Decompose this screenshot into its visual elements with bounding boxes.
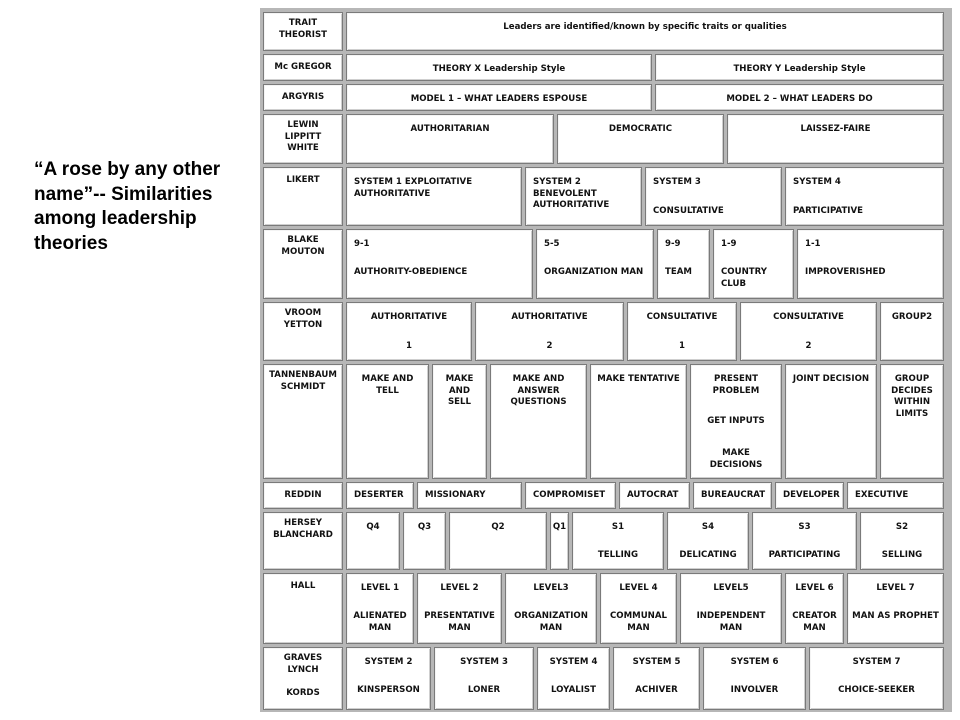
- theorist-cell-tannenbaum: [263, 364, 343, 479]
- cell-bottom-label: PARTICIPATING: [768, 550, 841, 560]
- theory-cell-system-4: [785, 167, 944, 226]
- cell-bottom-label: LOYALIST: [551, 685, 596, 695]
- cell-top-label: SYSTEM 6: [730, 657, 779, 667]
- cell-bottom-label: INDEPENDENT MAN: [696, 611, 766, 633]
- cell-label: EXECUTIVE: [855, 490, 909, 500]
- theory-cell-laissez-faire: [727, 114, 944, 164]
- theory-cell-q3: [403, 512, 446, 570]
- cell-bottom-label: IMPROVERISHED: [805, 267, 886, 277]
- theory-cell-system-2-benevolent-authoritative: [525, 167, 642, 226]
- theory-cell-5-5: [536, 229, 654, 299]
- cell-bottom-label: ALIENATED MAN: [353, 611, 407, 633]
- theory-cell-consultative: [740, 302, 877, 361]
- cell-top-label: LEVEL 7: [876, 583, 915, 593]
- theory-cell-system-5: [613, 647, 700, 710]
- theory-cell-bureaucrat: [693, 482, 772, 509]
- theory-cell-authoritative: [346, 302, 472, 361]
- theorist-cell-lewin: [263, 114, 343, 164]
- theory-cell-make-and-tell: [346, 364, 429, 479]
- theory-cell-make-tentative: [590, 364, 687, 479]
- theorist-name: VROOM YETTON: [283, 308, 323, 330]
- theory-cell-executive: [847, 482, 944, 509]
- theory-cell-s4: [667, 512, 749, 570]
- cell-top-label: SYSTEM 1 EXPLOITATIVE AUTHORITATIVE: [354, 177, 473, 199]
- theory-cell-democratic: [557, 114, 724, 164]
- theory-cell-level-6: [785, 573, 844, 644]
- theory-cell-missionary: [417, 482, 522, 509]
- cell-bottom-label: AUTHORITY-OBEDIENCE: [354, 267, 468, 277]
- theorist-name: HERSEY BLANCHARD: [273, 518, 333, 540]
- theorist-name: GRAVES LYNCH KORDS: [283, 653, 323, 698]
- cell-label: THEORY X Leadership Style: [432, 64, 566, 74]
- theory-cell-1-1: [797, 229, 944, 299]
- cell-bottom-label: SELLING: [881, 550, 923, 560]
- cell-top-label: SYSTEM 3: [460, 657, 508, 667]
- cell-top-label: S3: [798, 522, 811, 532]
- cell-label: THEORY Y Leadership Style: [733, 64, 866, 74]
- theory-cell-level-4: [600, 573, 677, 644]
- cell-top-label: Q2: [491, 522, 505, 532]
- theory-cell-joint-decision: [785, 364, 877, 479]
- cell-top-label: SYSTEM 4: [793, 177, 841, 187]
- cell-bottom-label: KINSPERSON: [357, 685, 420, 695]
- cell-top-label: LEVEL3: [533, 583, 569, 593]
- cell-top-label: GROUP2: [891, 312, 933, 322]
- cell-bottom-label: 1: [679, 341, 685, 351]
- theory-cell-authoritative: [475, 302, 624, 361]
- cell-top-label: MAKE AND SELL: [445, 374, 474, 407]
- cell-top-label: CONSULTATIVE: [646, 312, 718, 322]
- theorist-name: Mc GREGOR: [274, 62, 332, 72]
- theory-cell-level-7: [847, 573, 944, 644]
- cell-bottom-label: PARTICIPATIVE: [793, 206, 864, 216]
- theorist-cell-vroom: [263, 302, 343, 361]
- cell-top-label: GROUP DECIDES WITHIN LIMITS: [891, 374, 933, 419]
- cell-bottom-label: MAN AS PROPHET: [852, 611, 939, 621]
- theorist-cell-mc-gregor: [263, 54, 343, 81]
- cell-label: AUTOCRAT: [627, 490, 679, 500]
- cell-top-label: JOINT DECISION: [792, 374, 870, 384]
- cell-bottom-label: INVOLVER: [730, 685, 779, 695]
- cell-label: MISSIONARY: [425, 490, 486, 500]
- theory-cell-compromiset: [525, 482, 616, 509]
- theory-cell-model-2-what-leaders-do: [655, 84, 944, 111]
- theory-cell-make-and-answer-questions: [490, 364, 587, 479]
- cell-top-label: LEVEL5: [713, 583, 749, 593]
- theorist-cell-trait: [263, 12, 343, 51]
- cell-top-label: SYSTEM 5: [632, 657, 681, 667]
- cell-bottom-label: PRESENTATIVE MAN: [424, 611, 495, 633]
- cell-top-label: Q3: [417, 522, 432, 532]
- cell-bottom-label: ACHIVER: [635, 685, 678, 695]
- theory-cell-9-1: [346, 229, 533, 299]
- cell-top-label: S4: [701, 522, 715, 532]
- theory-cell-theory-x-leadership-style: [346, 54, 652, 81]
- theorist-cell-hersey: [263, 512, 343, 570]
- theory-cell-system-7: [809, 647, 944, 710]
- theorist-name: TRAIT THEORIST: [278, 18, 328, 40]
- theory-cell-system-2: [346, 647, 431, 710]
- cell-top-label: SYSTEM 3: [653, 177, 701, 187]
- cell-top-label: Q1: [552, 522, 567, 532]
- theory-cell-theory-y-leadership-style: [655, 54, 944, 81]
- theorist-cell-reddin: [263, 482, 343, 509]
- theorist-cell-blake: [263, 229, 343, 299]
- cell-bottom-label: LONER: [467, 685, 501, 695]
- theory-cell-level-2: [417, 573, 502, 644]
- theory-cell-s2: [860, 512, 944, 570]
- cell-bottom-label: TEAM: [665, 267, 692, 277]
- cell-bottom-label: ORGANIZATION MAN: [514, 611, 588, 633]
- cell-top-label: SYSTEM 2: [364, 657, 413, 667]
- cell-top-label: S1: [611, 522, 625, 532]
- cell-label: DESERTER: [354, 490, 404, 500]
- theory-cell-1-9: [713, 229, 794, 299]
- cell-top-label: MAKE AND ANSWER QUESTIONS: [510, 374, 567, 407]
- theory-cell-developer: [775, 482, 844, 509]
- theory-cell-make-and-sell: [432, 364, 487, 479]
- cell-top-label: LEVEL 1: [360, 583, 400, 593]
- theory-cell-q4: [346, 512, 400, 570]
- theory-cell-system-3: [645, 167, 782, 226]
- theory-cell-deserter: [346, 482, 414, 509]
- cell-top-label: 5-5: [544, 239, 560, 249]
- cell-top-label: Q4: [366, 522, 380, 532]
- theory-cell-q2: [449, 512, 547, 570]
- cell-bottom-label: 2: [805, 341, 812, 351]
- theory-cell-system-6: [703, 647, 806, 710]
- theory-cell-system-1-exploitative-authoritative: [346, 167, 522, 226]
- cell-bottom-label: COMMUNAL MAN: [609, 611, 667, 633]
- cell-bottom-label: 2: [546, 341, 553, 351]
- cell-top-label: SYSTEM 2 BENEVOLENT AUTHORITATIVE: [533, 177, 610, 210]
- theory-cell-authoritarian: [346, 114, 554, 164]
- cell-top-label: AUTHORITATIVE: [511, 312, 588, 322]
- cell-bottom-label: CHOICE-SEEKER: [838, 685, 915, 695]
- theorist-name: LIKERT: [286, 175, 320, 185]
- cell-bottom-label: CONSULTATIVE: [653, 206, 724, 216]
- cell-top-label: LEVEL 2: [440, 583, 479, 593]
- cell-bottom-label: DELICATING: [679, 550, 737, 560]
- cell-bottom-label: MAKE DECISIONS: [709, 448, 763, 470]
- theorist-name: HALL: [290, 581, 316, 591]
- cell-top-label: MAKE AND TELL: [361, 374, 414, 396]
- cell-label: MODEL 2 – WHAT LEADERS DO: [726, 94, 873, 104]
- cell-label: BUREAUCRAT: [701, 490, 766, 500]
- slide-title: “A rose by any other name”-- Similarities among leadership theories: [34, 159, 221, 254]
- theory-cell-level3: [505, 573, 597, 644]
- theory-cell-s1: [572, 512, 664, 570]
- cell-label: COMPROMISET: [533, 490, 606, 500]
- cell-top-label: LEVEL 4: [619, 583, 658, 593]
- cell-top-label: AUTHORITATIVE: [370, 312, 448, 322]
- theory-cell-s3: [752, 512, 857, 570]
- theory-cell-group2: [880, 302, 944, 361]
- theory-cell-level5: [680, 573, 782, 644]
- cell-top-label: CONSULTATIVE: [773, 312, 844, 322]
- theory-cell-leaders-are-identified-known-by-specific-traits-or-qualities: [346, 12, 944, 51]
- cell-bottom-label: TELLING: [597, 550, 639, 560]
- cell-label: MODEL 1 – WHAT LEADERS ESPOUSE: [410, 94, 588, 104]
- theorist-cell-likert: [263, 167, 343, 226]
- theorist-name: LEWIN LIPPITT WHITE: [284, 120, 322, 153]
- cell-top-label: SYSTEM 7: [852, 657, 901, 667]
- theory-cell-q1: [550, 512, 569, 570]
- theory-cell-group-decides-within-limits: [880, 364, 944, 479]
- cell-top-label: MAKE TENTATIVE: [597, 374, 680, 384]
- theory-cell-consultative: [627, 302, 737, 361]
- theorist-cell-hall: [263, 573, 343, 644]
- cell-bottom-label: COUNTRY CLUB: [721, 267, 768, 289]
- cell-mid-label: GET INPUTS: [707, 416, 765, 426]
- theorist-name: TANNENBAUM SCHMIDT: [269, 370, 337, 392]
- theory-cell-present-problem: [690, 364, 782, 479]
- cell-bottom-label: CREATOR MAN: [792, 611, 837, 633]
- theorist-cell-graves: [263, 647, 343, 710]
- theorist-name: BLAKE MOUTON: [281, 235, 325, 257]
- theorist-cell-argyris: [263, 84, 343, 111]
- theorist-name: REDDIN: [284, 490, 322, 500]
- cell-label: LAISSEZ-FAIRE: [800, 124, 871, 134]
- theory-cell-system-3: [434, 647, 534, 710]
- cell-top-label: 1-1: [805, 239, 821, 249]
- cell-top-label: S2: [895, 522, 909, 532]
- cell-label: Leaders are identified/known by specific traits or qualities: [503, 22, 787, 32]
- cell-top-label: LEVEL 6: [795, 583, 834, 593]
- cell-label: DEVELOPER: [783, 490, 840, 500]
- cell-bottom-label: ORGANIZATION MAN: [544, 267, 644, 277]
- cell-top-label: 1-9: [721, 239, 737, 249]
- leadership-theories-table: [260, 8, 952, 712]
- cell-top-label: PRESENT PROBLEM: [712, 374, 760, 396]
- cell-bottom-label: 1: [406, 341, 412, 351]
- theory-cell-9-9: [657, 229, 710, 299]
- cell-top-label: 9-1: [354, 239, 370, 249]
- cell-label: AUTHORITARIAN: [410, 124, 490, 134]
- theory-cell-autocrat: [619, 482, 690, 509]
- cell-top-label: SYSTEM 4: [549, 657, 598, 667]
- theory-cell-model-1-what-leaders-espouse: [346, 84, 652, 111]
- theorist-name: ARGYRIS: [281, 92, 325, 102]
- theory-cell-system-4: [537, 647, 610, 710]
- cell-label: DEMOCRATIC: [608, 124, 673, 134]
- cell-top-label: 9-9: [665, 239, 681, 249]
- theory-cell-level-1: [346, 573, 414, 644]
